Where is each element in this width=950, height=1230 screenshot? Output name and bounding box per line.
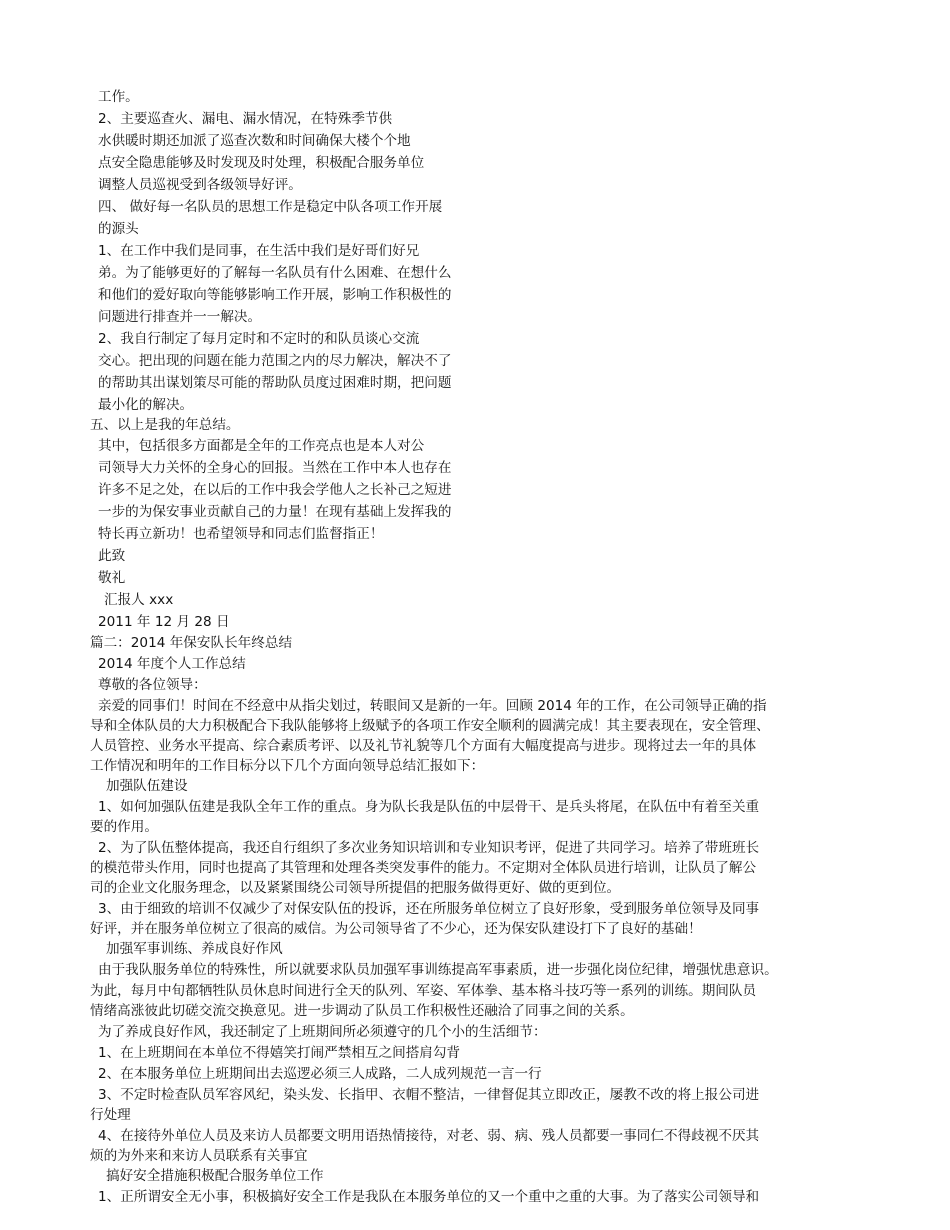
text-line: 工作情况和明年的工作目标分以下几个方面向领导总结汇报如下：	[90, 758, 485, 774]
list-item: 1、在上班期间在本单位不得嬉笑打闹严禁相互之间搭肩勾背	[98, 1045, 461, 1061]
text-line: 2、我自行制定了每月定时和不定时的和队员谈心交流	[98, 331, 420, 347]
text-line: 弟。为了能够更好的了解每一名队员有什么困难、在想什么	[98, 265, 452, 281]
list-item: 2、在本服务单位上班期间出去巡逻必须三人成路，二人成列规范一言一行	[98, 1066, 542, 1082]
section-heading: 四、 做好每一名队员的思想工作是稳定中队各项工作开展	[98, 199, 443, 215]
text-line: 司领导大力关怀的全身心的回报。当然在工作中本人也存在	[98, 460, 452, 476]
report-title: 2014 年度个人工作总结	[98, 656, 246, 672]
text-line: 人员管控、业务水平提高、综合素质考评、以及礼节礼貌等几个方面有大幅度提高与进步。现将过去一年的具体	[90, 738, 757, 754]
text-line: 亲爱的同事们！时间在不经意中从指尖划过，转眼间又是新的一年。回顾 2014 年的工作，在公司领导正确的指	[98, 698, 767, 714]
closing-line: 此致	[98, 548, 126, 564]
text-line: 行处理	[90, 1107, 131, 1123]
text-line: 许多不足之处，在以后的工作中我会学他人之长补己之短进	[98, 482, 452, 498]
text-line: 为此，每月中旬都牺牲队员休息时间进行全天的队列、军姿、军体拳、基本格斗技巧等一系列的训练。期间队员	[90, 983, 757, 999]
article-title: 篇二：2014 年保安队长年终总结	[90, 635, 293, 651]
text-line: 其中，包括很多方面都是全年的工作亮点也是本人对公	[98, 438, 425, 454]
text-line: 一步的为保安事业贡献自己的力量！在现有基础上发挥我的	[98, 504, 452, 520]
text-line: 2、主要巡查火、漏电、漏水情况，在特殊季节供	[98, 111, 393, 127]
text-line: 2、为了队伍整体提高，我还自行组织了多次业务知识培训和专业知识考评，促进了共同学习。培养了带班班长	[98, 840, 760, 856]
text-line: 司的企业文化服务理念，以及紧紧围绕公司领导所提倡的把服务做得更好、做的更到位。	[90, 880, 621, 896]
text-line: 问题进行排查并一一解决。	[98, 309, 262, 325]
text-line: 好评，并在服务单位树立了很高的威信。为公司领导省了不少心，还为保安队建设打下了良好的基础！	[90, 921, 702, 937]
text-line: 1、在工作中我们是同事，在生活中我们是好哥们好兄	[98, 243, 420, 259]
text-line: 的模范带头作用，同时也提高了其管理和处理各类突发事件的能力。不定期对全体队员进行培训，让队员了解公	[90, 860, 757, 876]
text-line: 3、由于细致的培训不仅减少了对保安队伍的投诉，还在所服务单位树立了良好形象，受到服务单位领导及同事	[98, 901, 760, 917]
section-heading: 加强队伍建设	[106, 778, 188, 794]
list-item: 3、不定时检查队员军容风纪，染头发、长指甲、衣帽不整洁，一律督促其立即改正，屡教不改的将上报公司进	[98, 1087, 760, 1103]
list-item: 1、正所谓安全无小事，积极搞好安全工作是我队在本服务单位的又一个重中之重的大事。为了落实公司领导和	[98, 1189, 760, 1205]
text-line: 和他们的爱好取向等能够影响工作开展，影响工作积极性的	[98, 287, 452, 303]
text-line: 烦的为外来和来访人员联系有关事宜	[90, 1148, 308, 1164]
closing-line: 敬礼	[98, 570, 126, 586]
text-line: 1、如何加强队伍建是我队全年工作的重点。身为队长我是队伍的中层骨干、是兵头将尾，在队伍中有着至关重	[98, 799, 760, 815]
text-line: 工作。	[98, 89, 139, 105]
text-line: 水供暖时期还加派了巡查次数和时间确保大楼个个地	[98, 133, 411, 149]
text-line: 点安全隐患能够及时发现及时处理，积极配合服务单位	[98, 155, 425, 171]
text-line: 导和全体队员的大力积极配合下我队能够将上级赋予的各项工作安全顺利的圆满完成！其主要表现在，安全管理、	[90, 718, 770, 734]
text-line: 的源头	[98, 221, 139, 237]
text-line: 特长再立新功！也希望领导和同志们监督指正！	[98, 526, 384, 542]
section-heading: 加强军事训练、养成良好作风	[106, 941, 283, 957]
section-heading: 搞好安全措施积极配合服务单位工作	[106, 1168, 324, 1184]
text-line: 为了养成良好作风，我还制定了上班期间所必须遵守的几个小的生活细节：	[98, 1024, 547, 1040]
text-line: 交心。把出现的问题在能力范围之内的尽力解决，解决不了	[98, 353, 452, 369]
text-line: 由于我队服务单位的特殊性，所以就要求队员加强军事训练提高军事素质，进一步强化岗位纪律，增强忧患意识。	[98, 962, 778, 978]
text-line: 最小化的解决。	[98, 397, 194, 413]
salutation: 尊敬的各位领导：	[98, 677, 207, 693]
text-line: 要的作用。	[90, 819, 158, 835]
text-line: 情绪高涨彼此切磋交流交换意见。进一步调动了队员工作积极性还融洽了同事之间的关系。	[90, 1003, 634, 1019]
list-item: 4、在接待外单位人员及来访人员都要文明用语热情接待，对老、弱、病、残人员都要一事同仁不得歧视不厌其	[98, 1128, 760, 1144]
text-line: 的帮助其出谋划策尽可能的帮助队员度过困难时期，把问题	[98, 375, 452, 391]
text-line: 调整人员巡视受到各级领导好评。	[98, 177, 302, 193]
section-heading: 五、以上是我的年总结。	[90, 417, 240, 433]
signature-line: 汇报人 xxx	[104, 592, 174, 608]
date-line: 2011 年 12 月 28 日	[98, 614, 230, 630]
